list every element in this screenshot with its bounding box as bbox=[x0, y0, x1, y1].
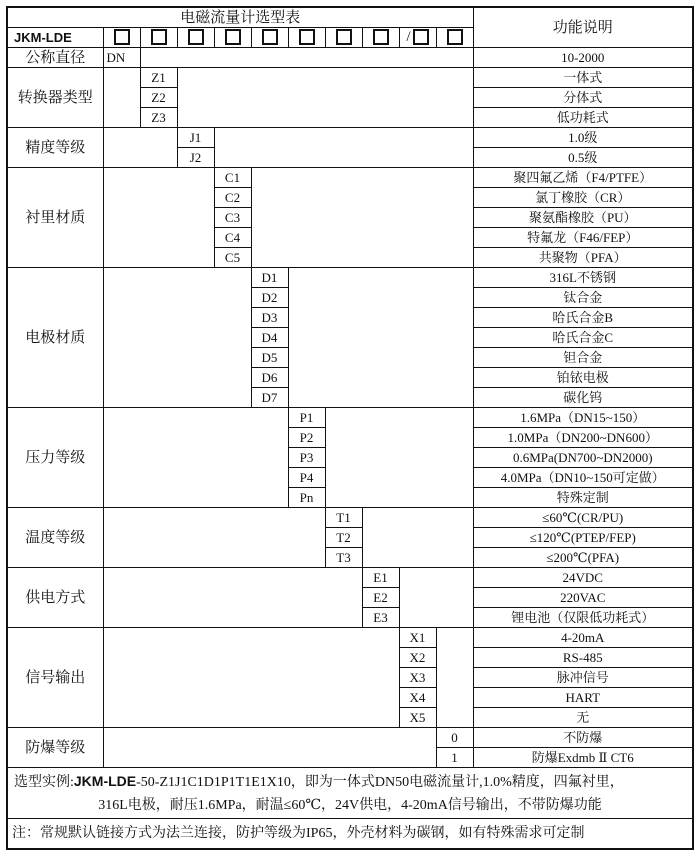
checkbox-cell-8 bbox=[362, 28, 399, 48]
group-name-signal: 信号输出 bbox=[7, 628, 103, 728]
checkbox-cell-1 bbox=[103, 28, 140, 48]
desc-cell: 1.0级 bbox=[473, 128, 693, 148]
checkbox-icon bbox=[114, 29, 130, 45]
checkbox-cell-4 bbox=[214, 28, 251, 48]
example-text: -50-Z1J1C1D1P1T1E1X10，即为一体式DN50电磁流量计,1.0%精度，四氟衬里， bbox=[136, 774, 624, 790]
code-cell: P1 bbox=[288, 408, 325, 428]
desc-cell: HART bbox=[473, 688, 693, 708]
group-name-explosion: 防爆等级 bbox=[7, 728, 103, 768]
desc-cell: 特殊定制 bbox=[473, 488, 693, 508]
desc-cell: 分体式 bbox=[473, 88, 693, 108]
code-cell: DN bbox=[103, 48, 140, 68]
code-cell: C4 bbox=[214, 228, 251, 248]
desc-cell: 10-2000 bbox=[473, 48, 693, 68]
spacer-cell bbox=[103, 168, 214, 268]
checkbox-icon bbox=[413, 29, 429, 45]
spacer-cell bbox=[288, 268, 473, 408]
desc-cell: 钽合金 bbox=[473, 348, 693, 368]
code-cell: C5 bbox=[214, 248, 251, 268]
example-label: 选型实例: bbox=[14, 774, 74, 790]
code-cell: P2 bbox=[288, 428, 325, 448]
code-cell: T2 bbox=[325, 528, 362, 548]
desc-cell: 4.0MPa（DN10~150可定做） bbox=[473, 468, 693, 488]
code-cell: P4 bbox=[288, 468, 325, 488]
desc-cell: 哈氏合金B bbox=[473, 308, 693, 328]
checkbox-icon bbox=[188, 29, 204, 45]
desc-cell: 防爆Exdmb Ⅱ CT6 bbox=[473, 748, 693, 768]
desc-cell: 0.5级 bbox=[473, 148, 693, 168]
checkbox-cell-6 bbox=[288, 28, 325, 48]
code-cell: D2 bbox=[251, 288, 288, 308]
code-cell: T1 bbox=[325, 508, 362, 528]
checkbox-cell-2 bbox=[140, 28, 177, 48]
desc-cell: 1.6MPa（DN15~150） bbox=[473, 408, 693, 428]
spacer-cell bbox=[103, 408, 288, 508]
group-name-accuracy: 精度等级 bbox=[7, 128, 103, 168]
code-cell: C3 bbox=[214, 208, 251, 228]
table-title: 电磁流量计选型表 bbox=[7, 7, 473, 28]
footnote: 注：常规默认链接方式为法兰连接，防护等级为IP65，外壳材料为碳钢，如有特殊需求可定制 bbox=[7, 819, 693, 850]
spacer-cell bbox=[140, 48, 473, 68]
spacer-cell bbox=[436, 628, 473, 728]
code-cell: X5 bbox=[399, 708, 436, 728]
spacer-cell bbox=[103, 268, 251, 408]
selection-table bbox=[6, 6, 694, 850]
desc-cell: 共聚物（PFA） bbox=[473, 248, 693, 268]
code-cell: X4 bbox=[399, 688, 436, 708]
spacer-cell bbox=[214, 128, 473, 168]
spacer-cell bbox=[103, 728, 436, 768]
desc-cell: 钛合金 bbox=[473, 288, 693, 308]
spacer-cell bbox=[103, 628, 399, 728]
desc-cell: 聚氨酯橡胶（PU） bbox=[473, 208, 693, 228]
checkbox-cell-7 bbox=[325, 28, 362, 48]
model-prefix-cell: JKM-LDE bbox=[7, 28, 103, 48]
code-cell: D5 bbox=[251, 348, 288, 368]
desc-cell: 特氟龙（F46/FEP） bbox=[473, 228, 693, 248]
checkbox-icon bbox=[262, 29, 278, 45]
code-cell: D1 bbox=[251, 268, 288, 288]
desc-cell: 锂电池（仅限低功耗式） bbox=[473, 608, 693, 628]
spacer-cell bbox=[399, 568, 473, 628]
checkbox-icon bbox=[225, 29, 241, 45]
checkbox-cell-10 bbox=[436, 28, 473, 48]
desc-cell: 无 bbox=[473, 708, 693, 728]
checkbox-icon bbox=[299, 29, 315, 45]
checkbox-icon bbox=[151, 29, 167, 45]
code-cell: J2 bbox=[177, 148, 214, 168]
spacer-cell bbox=[103, 68, 140, 128]
code-cell: C2 bbox=[214, 188, 251, 208]
group-name-converter: 转换器类型 bbox=[7, 68, 103, 128]
desc-cell: RS-485 bbox=[473, 648, 693, 668]
checkbox-icon bbox=[447, 29, 463, 45]
code-cell: Z1 bbox=[140, 68, 177, 88]
group-name-temperature: 温度等级 bbox=[7, 508, 103, 568]
desc-cell: 铂铱电极 bbox=[473, 368, 693, 388]
desc-cell: 220VAC bbox=[473, 588, 693, 608]
example-line-2: 316L电极，耐压1.6MPa，耐温≤60℃，24V供电，4-20mA信号输出，不带防爆功能 bbox=[98, 797, 602, 813]
group-name-dn: 公称直径 bbox=[7, 48, 103, 68]
desc-cell: 碳化钨 bbox=[473, 388, 693, 408]
code-cell: X2 bbox=[399, 648, 436, 668]
code-cell: P3 bbox=[288, 448, 325, 468]
desc-cell: 316L不锈钢 bbox=[473, 268, 693, 288]
spacer-cell bbox=[325, 408, 473, 508]
code-cell: E3 bbox=[362, 608, 399, 628]
code-cell: D7 bbox=[251, 388, 288, 408]
code-cell: X3 bbox=[399, 668, 436, 688]
checkbox-icon bbox=[336, 29, 352, 45]
desc-cell: 哈氏合金C bbox=[473, 328, 693, 348]
group-name-pressure: 压力等级 bbox=[7, 408, 103, 508]
example-line-1 bbox=[10, 770, 690, 794]
selection-example bbox=[7, 768, 693, 819]
code-cell: C1 bbox=[214, 168, 251, 188]
code-cell: T3 bbox=[325, 548, 362, 568]
desc-cell: 氯丁橡胶（CR） bbox=[473, 188, 693, 208]
spacer-cell bbox=[251, 168, 473, 268]
code-cell: D3 bbox=[251, 308, 288, 328]
code-cell: Z2 bbox=[140, 88, 177, 108]
group-name-electrode: 电极材质 bbox=[7, 268, 103, 408]
code-cell: E2 bbox=[362, 588, 399, 608]
spacer-cell bbox=[103, 568, 362, 628]
desc-cell: 0.6MPa(DN700~DN2000) bbox=[473, 448, 693, 468]
group-name-lining: 衬里材质 bbox=[7, 168, 103, 268]
desc-cell: 不防爆 bbox=[473, 728, 693, 748]
code-cell: Pn bbox=[288, 488, 325, 508]
checkbox-cell-9 bbox=[399, 28, 436, 48]
function-desc-header: 功能说明 bbox=[473, 7, 693, 48]
code-cell: J1 bbox=[177, 128, 214, 148]
desc-cell: 低功耗式 bbox=[473, 108, 693, 128]
group-name-power: 供电方式 bbox=[7, 568, 103, 628]
spacer-cell bbox=[103, 128, 177, 168]
desc-cell: ≤120℃(PTEP/FEP) bbox=[473, 528, 693, 548]
slash-separator: / bbox=[406, 29, 411, 46]
code-cell: 0 bbox=[436, 728, 473, 748]
code-cell: D6 bbox=[251, 368, 288, 388]
code-cell: E1 bbox=[362, 568, 399, 588]
code-cell: X1 bbox=[399, 628, 436, 648]
desc-cell: 24VDC bbox=[473, 568, 693, 588]
code-cell: 1 bbox=[436, 748, 473, 768]
desc-cell: 1.0MPa（DN200~DN600） bbox=[473, 428, 693, 448]
checkbox-cell-3 bbox=[177, 28, 214, 48]
spacer-cell bbox=[103, 508, 325, 568]
desc-cell: 4-20mA bbox=[473, 628, 693, 648]
checkbox-cell-5 bbox=[251, 28, 288, 48]
spacer-cell bbox=[362, 508, 473, 568]
spacer-cell bbox=[177, 68, 473, 128]
example-model: JKM-LDE bbox=[73, 772, 137, 789]
checkbox-icon bbox=[373, 29, 389, 45]
desc-cell: ≤200℃(PFA) bbox=[473, 548, 693, 568]
desc-cell: 聚四氟乙烯（F4/PTFE） bbox=[473, 168, 693, 188]
desc-cell: 一体式 bbox=[473, 68, 693, 88]
desc-cell: 脉冲信号 bbox=[473, 668, 693, 688]
code-cell: D4 bbox=[251, 328, 288, 348]
desc-cell: ≤60℃(CR/PU) bbox=[473, 508, 693, 528]
code-cell: Z3 bbox=[140, 108, 177, 128]
selection-sheet bbox=[6, 6, 694, 850]
